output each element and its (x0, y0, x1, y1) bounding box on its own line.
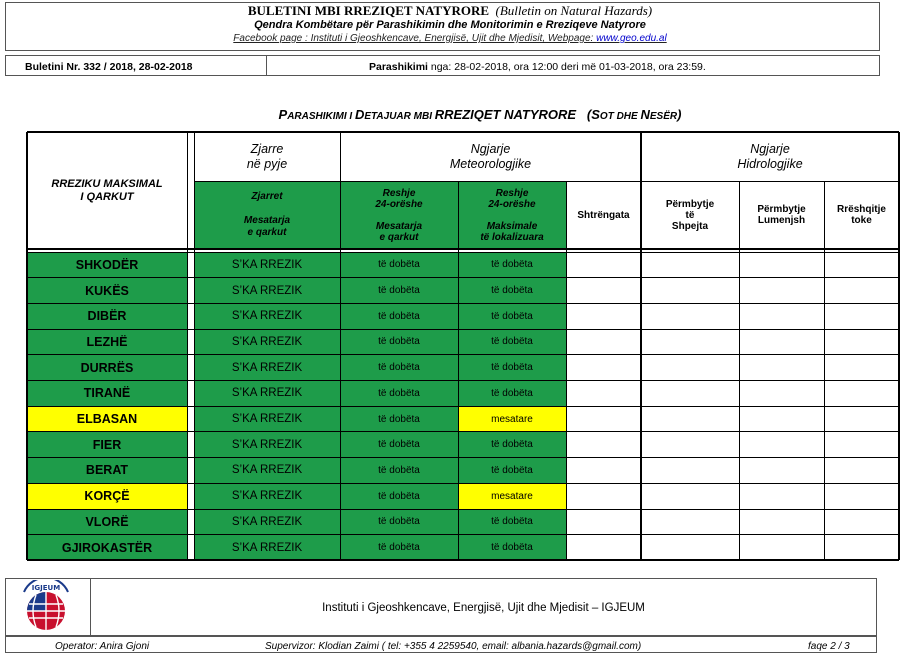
fire-risk-cell: S’KA RREZIK (194, 355, 340, 381)
fire-risk-cell: S’KA RREZIK (194, 252, 340, 278)
subheader-fire: Zjarret Mesatarja e qarkut (194, 181, 340, 249)
header-links[interactable]: Facebook page : Instituti i Gjeoshkencave, Energjisë, Ujit dhe Mjedisit, Webpage: www.geo.edu.al (233, 33, 667, 44)
region-cell: FIER (27, 432, 187, 458)
empty-cell (566, 303, 641, 329)
empty-cell (641, 329, 739, 355)
svg-text:IGJEUM: IGJEUM (31, 584, 61, 592)
institution-subtitle: Qendra Kombëtare për Parashikimin dhe Monitorimin e Rreziqeve Natyrore (254, 19, 646, 31)
empty-cell (641, 303, 739, 329)
region-cell: LEZHË (27, 329, 187, 355)
empty-cell (824, 535, 899, 561)
empty-cell (739, 535, 824, 561)
fire-risk-cell: S’KA RREZIK (194, 406, 340, 432)
webpage-link[interactable]: www.geo.edu.al (596, 33, 667, 44)
subheader-river-flood: Përmbytje Lumenjsh (739, 181, 824, 249)
rain-avg-cell: të dobëta (340, 535, 458, 561)
empty-cell (824, 432, 899, 458)
empty-cell (641, 278, 739, 304)
rain-avg-cell: të dobëta (340, 278, 458, 304)
empty-cell (824, 483, 899, 509)
empty-cell (641, 432, 739, 458)
rain-avg-cell: të dobëta (340, 252, 458, 278)
main-title: PARASHIKIMI I DETAJUAR MBI RREZIQET NATYRORE (SOT DHE NESËR) (278, 107, 682, 122)
fire-risk-cell: S’KA RREZIK (194, 381, 340, 407)
region-cell: GJIROKASTËR (27, 535, 187, 561)
rain-max-cell: të dobëta (458, 432, 566, 458)
empty-cell (566, 252, 641, 278)
globe-logo-icon (16, 580, 76, 634)
empty-cell (824, 509, 899, 535)
rain-max-cell: të dobëta (458, 458, 566, 484)
empty-cell (824, 278, 899, 304)
empty-cell (566, 458, 641, 484)
rain-avg-cell: të dobëta (340, 483, 458, 509)
subheader-flash-flood: Përmbytje të Shpejta (641, 181, 739, 249)
empty-cell (824, 329, 899, 355)
fire-risk-cell: S’KA RREZIK (194, 303, 340, 329)
header-meteo: Ngjarje Meteorologjike (340, 132, 641, 181)
subheader-rain-max: Reshje 24-orëshe Maksimale të lokalizuara (458, 181, 566, 249)
subheader-rain-avg: Reshje 24-orëshe Mesatarja e qarkut (340, 181, 458, 249)
empty-cell (566, 483, 641, 509)
region-cell: KORÇË (27, 483, 187, 509)
region-cell: ELBASAN (27, 406, 187, 432)
rain-avg-cell: të dobëta (340, 458, 458, 484)
empty-cell (739, 458, 824, 484)
region-cell: DIBËR (27, 303, 187, 329)
empty-cell (641, 509, 739, 535)
rain-avg-cell: të dobëta (340, 329, 458, 355)
footer-institution: Instituti i Gjeoshkencave, Energjisë, Ujit dhe Mjedisit – IGJEUM (322, 602, 645, 614)
empty-cell (824, 303, 899, 329)
rain-max-cell: të dobëta (458, 509, 566, 535)
empty-cell (824, 355, 899, 381)
empty-cell (739, 329, 824, 355)
rain-avg-cell: të dobëta (340, 303, 458, 329)
forecast-period: Parashikimi nga: 28-02-2018, ora 12:00 deri më 01-03-2018, ora 23:59. (369, 61, 706, 73)
rain-max-cell: të dobëta (458, 535, 566, 561)
header-fire: Zjarre në pyje (194, 132, 340, 181)
fire-risk-cell: S’KA RREZIK (194, 329, 340, 355)
header-hydro: Ngjarje Hidrologjike (641, 132, 899, 181)
empty-cell (739, 252, 824, 278)
empty-cell (739, 509, 824, 535)
empty-cell (739, 483, 824, 509)
page-number: faqe 2 / 3 (808, 641, 850, 652)
empty-cell (641, 483, 739, 509)
rain-avg-cell: të dobëta (340, 381, 458, 407)
empty-cell (824, 252, 899, 278)
rain-max-cell: mesatare (458, 483, 566, 509)
supervisor: Supervizor: Klodian Zaimi ( tel: +355 4 2259540, email: albania.hazards@gmail.com) (265, 641, 642, 652)
fire-risk-cell: S’KA RREZIK (194, 509, 340, 535)
empty-cell (641, 406, 739, 432)
region-cell: VLORË (27, 509, 187, 535)
empty-cell (641, 458, 739, 484)
subheader-landslide: Rrëshqitje toke (824, 181, 899, 249)
rain-max-cell: të dobëta (458, 329, 566, 355)
region-cell: TIRANË (27, 381, 187, 407)
region-cell: KUKËS (27, 278, 187, 304)
empty-cell (824, 381, 899, 407)
empty-cell (739, 381, 824, 407)
rain-avg-cell: të dobëta (340, 509, 458, 535)
empty-cell (566, 432, 641, 458)
rain-max-cell: të dobëta (458, 381, 566, 407)
empty-cell (566, 406, 641, 432)
fire-risk-cell: S’KA RREZIK (194, 458, 340, 484)
fire-risk-cell: S’KA RREZIK (194, 535, 340, 561)
subheader-wind: Shtrëngata (566, 181, 641, 249)
rain-max-cell: mesatare (458, 406, 566, 432)
header-region: RREZIKU MAKSIMAL I QARKUT (27, 132, 187, 249)
empty-cell (739, 432, 824, 458)
fire-risk-cell: S’KA RREZIK (194, 432, 340, 458)
empty-cell (641, 355, 739, 381)
logo (16, 580, 76, 634)
empty-cell (641, 252, 739, 278)
empty-cell (739, 278, 824, 304)
rain-max-cell: të dobëta (458, 252, 566, 278)
empty-cell (641, 381, 739, 407)
empty-cell (739, 406, 824, 432)
empty-cell (739, 355, 824, 381)
bulletin-number: Buletini Nr. 332 / 2018, 28-02-2018 (25, 61, 193, 73)
empty-cell (566, 355, 641, 381)
operator: Operator: Anira Gjoni (55, 641, 150, 652)
region-cell: DURRËS (27, 355, 187, 381)
bulletin-title: BULETINI MBI RREZIQET NATYRORE (Bulletin on Natural Hazards) (247, 3, 653, 18)
rain-max-cell: të dobëta (458, 278, 566, 304)
rain-max-cell: të dobëta (458, 355, 566, 381)
rain-avg-cell: të dobëta (340, 355, 458, 381)
empty-cell (641, 535, 739, 561)
empty-cell (566, 329, 641, 355)
rain-avg-cell: të dobëta (340, 406, 458, 432)
fire-risk-cell: S’KA RREZIK (194, 483, 340, 509)
empty-cell (824, 458, 899, 484)
fire-risk-cell: S’KA RREZIK (194, 278, 340, 304)
empty-cell (824, 406, 899, 432)
rain-avg-cell: të dobëta (340, 432, 458, 458)
region-cell: BERAT (27, 458, 187, 484)
empty-cell (566, 509, 641, 535)
empty-cell (566, 381, 641, 407)
empty-cell (739, 303, 824, 329)
rain-max-cell: të dobëta (458, 303, 566, 329)
region-cell: SHKODËR (27, 252, 187, 278)
empty-cell (566, 535, 641, 561)
empty-cell (566, 278, 641, 304)
